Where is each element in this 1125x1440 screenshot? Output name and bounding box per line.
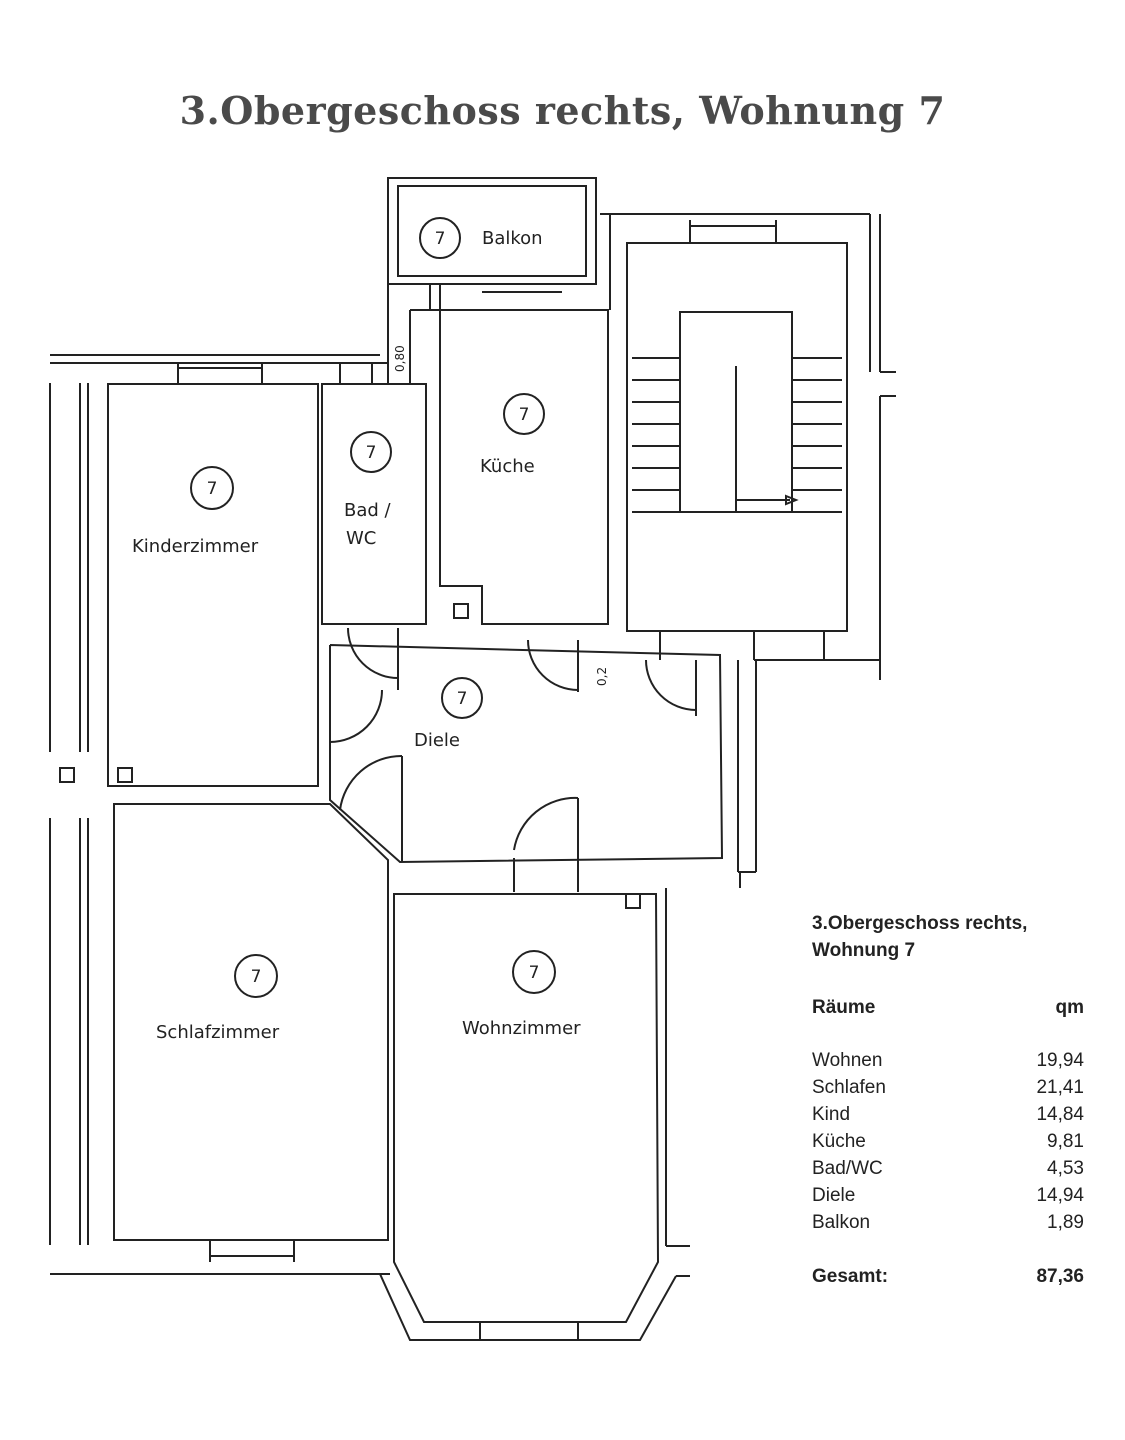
legend-area: 14,94: [1036, 1185, 1084, 1206]
room-label-balkon: Balkon: [482, 228, 543, 249]
legend-column-headers: [812, 994, 1084, 1021]
wohnzimmer-outline: [394, 894, 658, 1322]
unit-number-schlafzimmer: 7: [250, 967, 262, 987]
kinderzimmer-outline: [108, 384, 318, 786]
legend-row: [812, 1128, 1084, 1155]
dimension-mark-wall: 0,2: [595, 666, 609, 686]
legend-room: Wohnen: [812, 1050, 883, 1071]
legend-room: Diele: [812, 1185, 856, 1206]
room-label-bad-line1: Bad /: [344, 500, 391, 521]
legend-area: 14,84: [1036, 1104, 1084, 1125]
legend-area: 21,41: [1036, 1077, 1084, 1098]
legend-row: [812, 1074, 1084, 1101]
area-legend: [812, 910, 1084, 1290]
unit-number-wohnzimmer: 7: [528, 963, 540, 983]
legend-room: Balkon: [812, 1212, 871, 1233]
unit-number-diele: 7: [456, 689, 468, 709]
room-label-wohnzimmer: Wohnzimmer: [462, 1018, 581, 1039]
legend-row: [812, 1101, 1084, 1128]
room-label-schlafzimmer: Schlafzimmer: [156, 1022, 280, 1043]
legend-row: [812, 1209, 1084, 1236]
legend-room: Schlafen: [812, 1077, 886, 1098]
legend-heading-line2: Wohnung 7: [812, 940, 916, 961]
legend-room: Bad/WC: [812, 1158, 883, 1179]
legend-room: Kind: [812, 1104, 851, 1125]
legend-total-value: 87,36: [1036, 1266, 1084, 1287]
room-label-bad-line2: WC: [346, 528, 377, 549]
legend-total-row: [812, 1263, 1084, 1290]
room-label-diele: Diele: [414, 730, 461, 751]
legend-col-room: Räume: [812, 997, 876, 1018]
legend-area: 4,53: [1047, 1158, 1084, 1179]
unit-number-bad: 7: [365, 443, 377, 463]
unit-number-kinderzimmer: 7: [206, 479, 218, 499]
legend-room: Küche: [812, 1131, 866, 1152]
legend-total-label: Gesamt:: [812, 1266, 889, 1287]
legend-area: 19,94: [1036, 1050, 1084, 1071]
room-label-bad: [344, 500, 396, 549]
legend-row: [812, 1182, 1084, 1209]
legend-col-area: qm: [1055, 997, 1084, 1018]
unit-number-balkon: 7: [434, 229, 446, 249]
unit-number-kueche: 7: [518, 405, 530, 425]
legend-heading-line1: 3.Obergeschoss rechts,: [812, 913, 1028, 934]
room-label-kinderzimmer: Kinderzimmer: [132, 536, 259, 557]
legend-row: [812, 1047, 1084, 1074]
room-label-kueche: Küche: [480, 456, 535, 477]
dimension-mark-window: 0,80: [393, 345, 407, 372]
legend-area: 1,89: [1047, 1212, 1084, 1233]
legend-area: 9,81: [1047, 1131, 1084, 1152]
legend-row: [812, 1155, 1084, 1182]
plan-title: 3.Obergeschoss rechts, Wohnung 7: [179, 88, 946, 133]
